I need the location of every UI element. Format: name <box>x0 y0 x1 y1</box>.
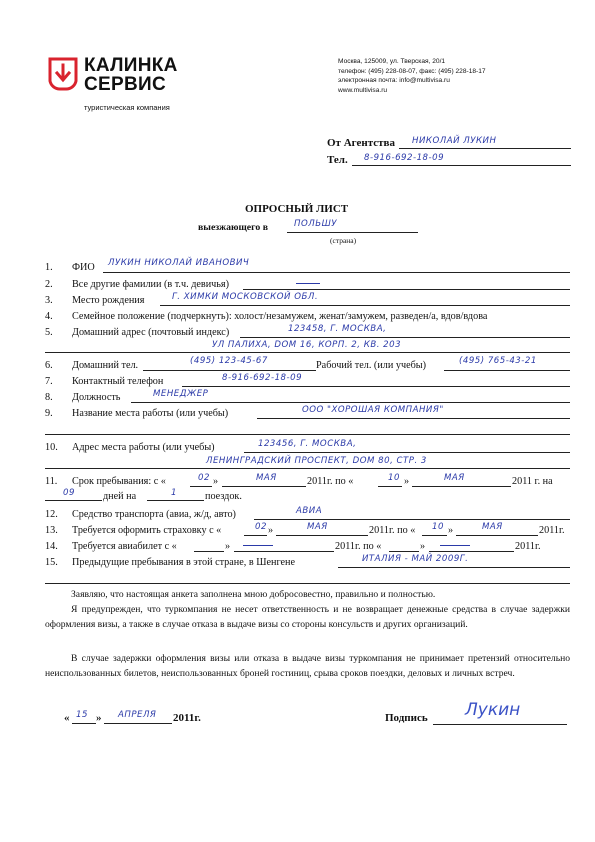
other-surnames-dash[interactable] <box>296 283 320 284</box>
field-6-label2: Рабочий тел. (или учебы) <box>316 360 427 371</box>
workplace-field[interactable]: ООО "ХОРОШАЯ КОМПАНИЯ" <box>302 405 444 415</box>
declaration-p2: Я предупрежден, что туркомпания не несет ответственность и не возвращает денежные средства в случае задержки оформления визы, а также в случае отказа в выдаче визы со стороны консульств и других организаций. <box>45 604 570 630</box>
declaration-p3: В случае задержки оформления визы или отказа в выдаче визы туркомпания не принимает претензий относительно неиспользованных билетов, неиспользованных броней гостиниц, срыва сроков поездки, деловых и личных встреч. <box>45 653 570 679</box>
previous-stays-field[interactable]: ИТАЛИЯ - МАЙ 2009Г. <box>362 554 469 564</box>
insurance-from-month[interactable]: МАЯ <box>307 522 328 532</box>
agency-value: НИКОЛАЙ ЛУКИН <box>412 136 497 146</box>
field-13-num: 13. <box>45 525 58 536</box>
logo <box>48 55 198 115</box>
field-7-label: Контактный телефон <box>72 376 164 387</box>
ticket-to-prefix: 2011г. по « <box>335 541 382 552</box>
full-name-field[interactable]: ЛУКИН НИКОЛАЙ ИВАНОВИЧ <box>108 258 250 268</box>
stay-days-count[interactable]: 09 <box>63 488 75 498</box>
ticket-to-dash[interactable] <box>440 545 470 546</box>
position-field[interactable]: МЕНЕДЖЕР <box>153 389 209 399</box>
declaration-p1: Заявляю, что настоящая анкета заполнена мною добросовестно, правильно и полностью. <box>71 589 436 600</box>
insurance-from-day[interactable]: 02 <box>255 522 267 532</box>
field-9-label: Название места работы (или учебы) <box>72 408 229 419</box>
field-8-num: 8. <box>45 392 53 403</box>
insurance-from-quote: » <box>268 525 274 536</box>
field-13-label: Требуется оформить страховку с « <box>72 525 222 536</box>
ticket-from-quote: » <box>225 541 231 552</box>
logo-mark-icon <box>48 57 78 91</box>
stay-to-prefix: 2011г. по « <box>307 476 354 487</box>
company-email: электронная почта: info@multivisa.ru <box>338 77 450 85</box>
signature-label: Подпись <box>385 712 428 724</box>
days-label: дней на <box>103 491 137 502</box>
stay-from-month[interactable]: МАЯ <box>256 473 277 483</box>
field-5-label: Домашний адрес (почтовый индекс) <box>72 327 230 338</box>
company-contacts <box>338 57 486 95</box>
agency-tel-label: Тел. <box>327 154 348 166</box>
work-address-field-line2[interactable]: ЛЕНИНГРАДСКИЙ ПРОСПЕКТ, DOM 80, СТР. 3 <box>206 456 427 466</box>
ticket-to-quote: » <box>420 541 426 552</box>
field-12-label: Средство транспорта (авиа, ж/д, авто) <box>72 509 236 520</box>
stay-from-day[interactable]: 02 <box>198 473 210 483</box>
stay-to-day[interactable]: 10 <box>388 473 400 483</box>
field-4-label: Семейное положение (подчеркнуть): холост/незамужем, женат/замужем, разведен/а, вдов/вдова <box>72 311 488 322</box>
stay-to-quote: » <box>404 476 410 487</box>
signature[interactable]: Лукин <box>465 700 521 720</box>
field-2-label: Все другие фамилии (в т.ч. девичья) <box>72 279 230 290</box>
home-address-field[interactable]: 123458, Г. МОСКВА, <box>288 324 387 334</box>
form-title: ОПРОСНЫЙ ЛИСТ <box>245 203 349 215</box>
field-10-num: 10. <box>45 442 58 453</box>
work-address-field[interactable]: 123456, Г. МОСКВА, <box>258 439 357 449</box>
destination-country: ПОЛЬШУ <box>294 219 338 229</box>
field-11-num: 11. <box>45 476 58 487</box>
insurance-to-prefix: 2011г. по « <box>369 525 416 536</box>
field-7-num: 7. <box>45 376 53 387</box>
birthplace-field[interactable]: Г. ХИМКИ МОСКОВСКОЙ ОБЛ. <box>172 292 319 302</box>
field-1-label: ФИО <box>72 262 95 273</box>
trips-label: поездок. <box>205 491 242 502</box>
field-1-num: 1. <box>45 262 53 273</box>
stay-to-month[interactable]: МАЯ <box>444 473 465 483</box>
brand-name-line2: СЕРВИС <box>84 74 166 95</box>
sign-date-month[interactable]: АПРЕЛЯ <box>118 710 157 720</box>
insurance-to-month[interactable]: МАЯ <box>482 522 503 532</box>
field-14-num: 14. <box>45 541 58 552</box>
company-website: www.multivisa.ru <box>338 86 388 94</box>
field-10-label: Адрес места работы (или учебы) <box>72 442 215 453</box>
ticket-from-dash[interactable] <box>243 545 273 546</box>
field-12-num: 12. <box>45 509 58 520</box>
date-quote-open: « <box>64 712 70 724</box>
field-9-num: 9. <box>45 408 53 419</box>
ticket-to-suffix: 2011г. <box>515 541 541 552</box>
field-11-label: Срок пребывания: с « <box>72 476 166 487</box>
brand-name-line1: КАЛИНКА <box>84 55 178 76</box>
field-5-num: 5. <box>45 327 53 338</box>
insurance-to-day[interactable]: 10 <box>432 522 444 532</box>
sign-date-day[interactable]: 15 <box>76 710 88 720</box>
agency-label: От Агентства <box>327 137 395 149</box>
home-address-field-line2[interactable]: УЛ ПАЛИХА, DOM 16, КОРП. 2, КВ. 203 <box>212 340 402 350</box>
stay-from-quote: » <box>213 476 219 487</box>
country-note: (страна) <box>330 236 357 245</box>
contact-phone-field[interactable]: 8-916-692-18-09 <box>222 373 303 383</box>
company-phones: телефон: (495) 228-08-07, факс: (495) 228-18-17 <box>338 67 486 75</box>
field-8-label: Должность <box>72 392 121 403</box>
field-15-label: Предыдущие пребывания в этой стране, в Шенгене <box>72 557 296 568</box>
company-address: Москва, 125009, ул. Тверская, 20/1 <box>338 58 446 65</box>
trips-count[interactable]: 1 <box>171 488 177 498</box>
sign-date-year: 2011г. <box>173 712 201 724</box>
field-4-num: 4. <box>45 311 53 322</box>
home-phone-field[interactable]: (495) 123-45-67 <box>190 356 268 366</box>
brand-tagline: туристическая компания <box>84 103 170 112</box>
date-quote-close: » <box>96 712 102 724</box>
field-2-num: 2. <box>45 279 53 290</box>
insurance-to-quote: » <box>448 525 454 536</box>
field-6-num: 6. <box>45 360 53 371</box>
work-phone-field[interactable]: (495) 765-43-21 <box>459 356 537 366</box>
agency-tel-value: 8-916-692-18-09 <box>364 153 445 163</box>
insurance-to-suffix: 2011г. <box>539 525 565 536</box>
form-subtitle: выезжающего в <box>198 222 268 233</box>
field-3-num: 3. <box>45 295 53 306</box>
stay-to-suffix: 2011 г. на <box>512 476 553 487</box>
field-6-label: Домашний тел. <box>72 360 139 371</box>
field-3-label: Место рождения <box>72 295 145 306</box>
field-14-label: Требуется авиабилет с « <box>72 541 177 552</box>
transport-field[interactable]: АВИА <box>296 506 323 516</box>
field-15-num: 15. <box>45 557 58 568</box>
